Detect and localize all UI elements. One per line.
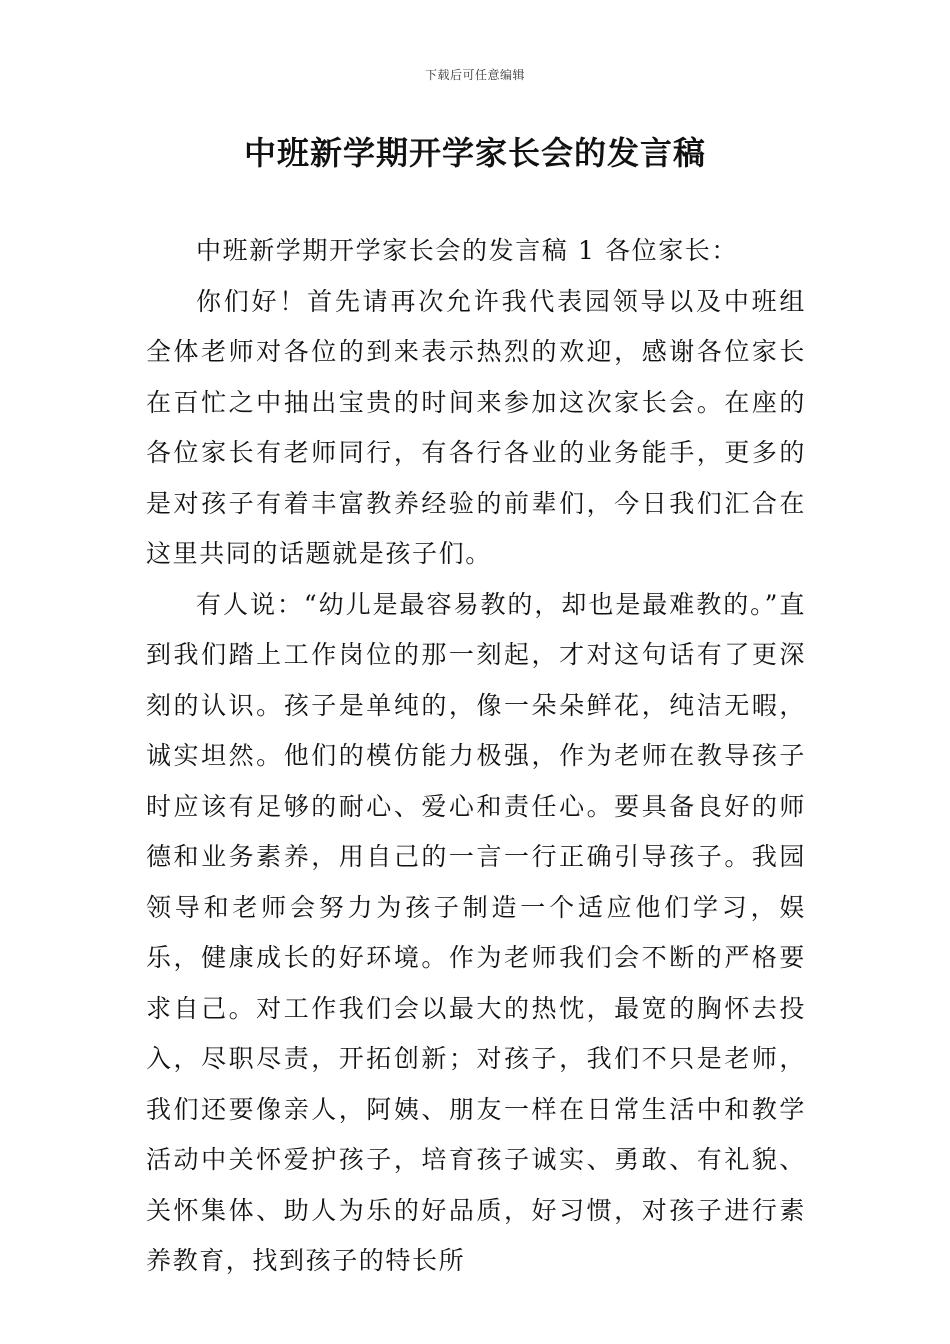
paragraph-welcome: 你们好！首先请再次允许我代表园领导以及中班组全体老师对各位的到来表示热烈的欢迎，感谢各位家长在百忙之中抽出宝贵的时间来参加这次家长会。在座的各位家长有老师同行，有各行各业的业务能手，更多的是对孩子有着丰富教养经验的前辈们，今日我们汇合在这里共同的话题就是孩子们。 (146, 286, 806, 568)
document-body (146, 226, 806, 1287)
paragraph-education: 有人说：“幼儿是最容易教的，却也是最难教的。”直到我们踏上工作岗位的那一刻起，才对这句话有了更深刻的认识。孩子是单纯的，像一朵朵鲜花，纯洁无暇，诚实坦然。他们的模仿能力极强，作为老师在教导孩子时应该有足够的耐心、爱心和责任心。要具备良好的师德和业务素养，用自己的一言一行正确引导孩子。我园领导和老师会努力为孩子制造一个适应他们学习，娱乐，健康成长的好环境。作为老师我们会不断的严格要求自己。对工作我们会以最大的热忱，最宽的胸怀去投入，尽职尽责，开拓创新；对孩子，我们不只是老师，我们还要像亲人，阿姨、朋友一样在日常生活中和教学活动中关怀爱护孩子，培育孩子诚实、勇敢、有礼貌、关怀集体、助人为乐的好品质，好习惯，对孩子进行素养教育，找到孩子的特长所 (146, 589, 806, 1275)
paragraph-greeting: 中班新学期开学家长会的发言稿 1 各位家长： (196, 236, 739, 265)
document-title: 中班新学期开学家长会的发言稿 (243, 134, 706, 172)
header-note: 下载后可任意编辑 (424, 68, 525, 82)
